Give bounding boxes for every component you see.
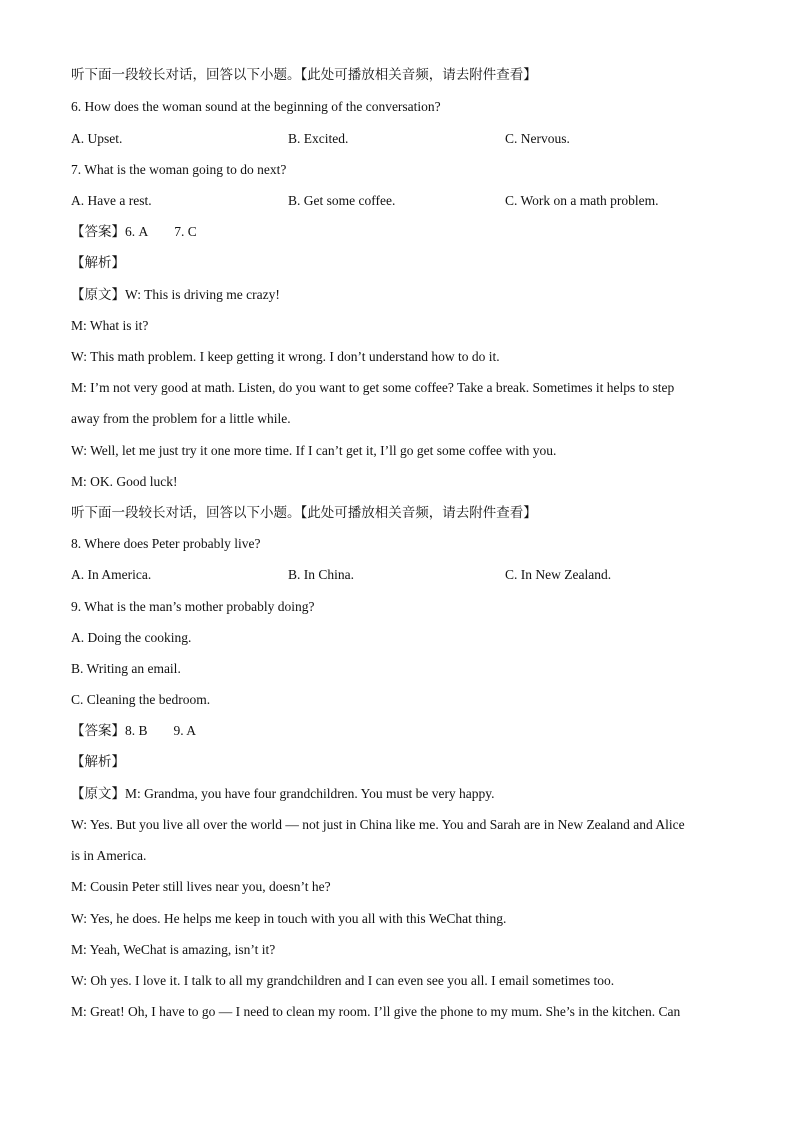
transcript-line: [71, 286, 280, 304]
option-c: C. Cleaning the bedroom.: [71, 692, 211, 707]
question-stem: 7. What is the woman going to do next?: [71, 162, 287, 177]
option-b: B. In China.: [288, 567, 354, 582]
option-b: B. Get some coffee.: [288, 193, 396, 208]
question-stem: 9. What is the man’s mother probably doing?: [71, 599, 315, 614]
answer-value: 6. A: [125, 224, 149, 239]
option-b: B. Excited.: [288, 131, 349, 146]
question-stem: 6. How does the woman sound at the beginning of the conversation?: [71, 99, 441, 114]
analysis-tag: 【解析】: [71, 754, 125, 770]
analysis-line: [71, 753, 125, 771]
option-a: A. In America.: [71, 567, 152, 582]
answer-tag: 【答案】: [71, 224, 125, 240]
answer-value: 7. C: [174, 224, 197, 239]
option-c: C. Work on a math problem.: [505, 193, 659, 208]
transcript-line: W: Yes, he does. He helps me keep in touch with you all with this WeChat thing.: [71, 911, 507, 926]
question-stem: 8. Where does Peter probably live?: [71, 536, 261, 551]
option-a: A. Upset.: [71, 131, 123, 146]
transcript-text: W: This is driving me crazy!: [125, 287, 280, 302]
answer-value: 9. A: [173, 723, 197, 738]
transcript-line: W: Yes. But you live all over the world — not just in China like me. You and Sarah are in New Zealand and Alice: [71, 817, 685, 832]
transcript-line: M: Cousin Peter still lives near you, doesn’t he?: [71, 879, 331, 894]
transcript-line: M: Yeah, WeChat is amazing, isn’t it?: [71, 942, 276, 957]
transcript-line: is in America.: [71, 848, 147, 863]
transcript-line: M: Great! Oh, I have to go — I need to clean my room. I’ll give the phone to my mum. She’s in the kitchen. Can: [71, 1004, 681, 1019]
option-c: C. In New Zealand.: [505, 567, 612, 582]
transcript-line: [71, 785, 495, 803]
option-b: B. Writing an email.: [71, 661, 181, 676]
answer-line: [71, 223, 197, 241]
option-a: A. Have a rest.: [71, 193, 152, 208]
transcript-line: M: I’m not very good at math. Listen, do you want to get some coffee? Take a break. Sometimes it helps to step: [71, 380, 675, 395]
analysis-line: [71, 254, 125, 272]
transcript-line: away from the problem for a little while.: [71, 411, 291, 426]
transcript-line: W: Well, let me just try it one more time. If I can’t get it, I’ll go get some coffee with you.: [71, 443, 557, 458]
transcript-tag: 【原文】: [71, 287, 125, 303]
transcript-line: W: Oh yes. I love it. I talk to all my grandchildren and I can even see you all. I email sometimes too.: [71, 973, 615, 988]
transcript-tag: 【原文】: [71, 786, 125, 802]
analysis-tag: 【解析】: [71, 255, 125, 271]
answer-line: [71, 722, 196, 740]
transcript-line: W: This math problem. I keep getting it wrong. I don’t understand how to do it.: [71, 349, 500, 364]
section-instruction: 听下面一段较长对话，回答以下小题。【此处可播放相关音频，请去附件查看】: [71, 505, 537, 521]
answer-value: 8. B: [125, 723, 148, 738]
transcript-line: M: OK. Good luck!: [71, 474, 178, 489]
answer-tag: 【答案】: [71, 723, 125, 739]
transcript-text: M: Grandma, you have four grandchildren. You must be very happy.: [125, 786, 495, 801]
section-instruction: 听下面一段较长对话，回答以下小题。【此处可播放相关音频，请去附件查看】: [71, 67, 537, 83]
option-c: C. Nervous.: [505, 131, 570, 146]
transcript-line: M: What is it?: [71, 318, 149, 333]
option-a: A. Doing the cooking.: [71, 630, 192, 645]
